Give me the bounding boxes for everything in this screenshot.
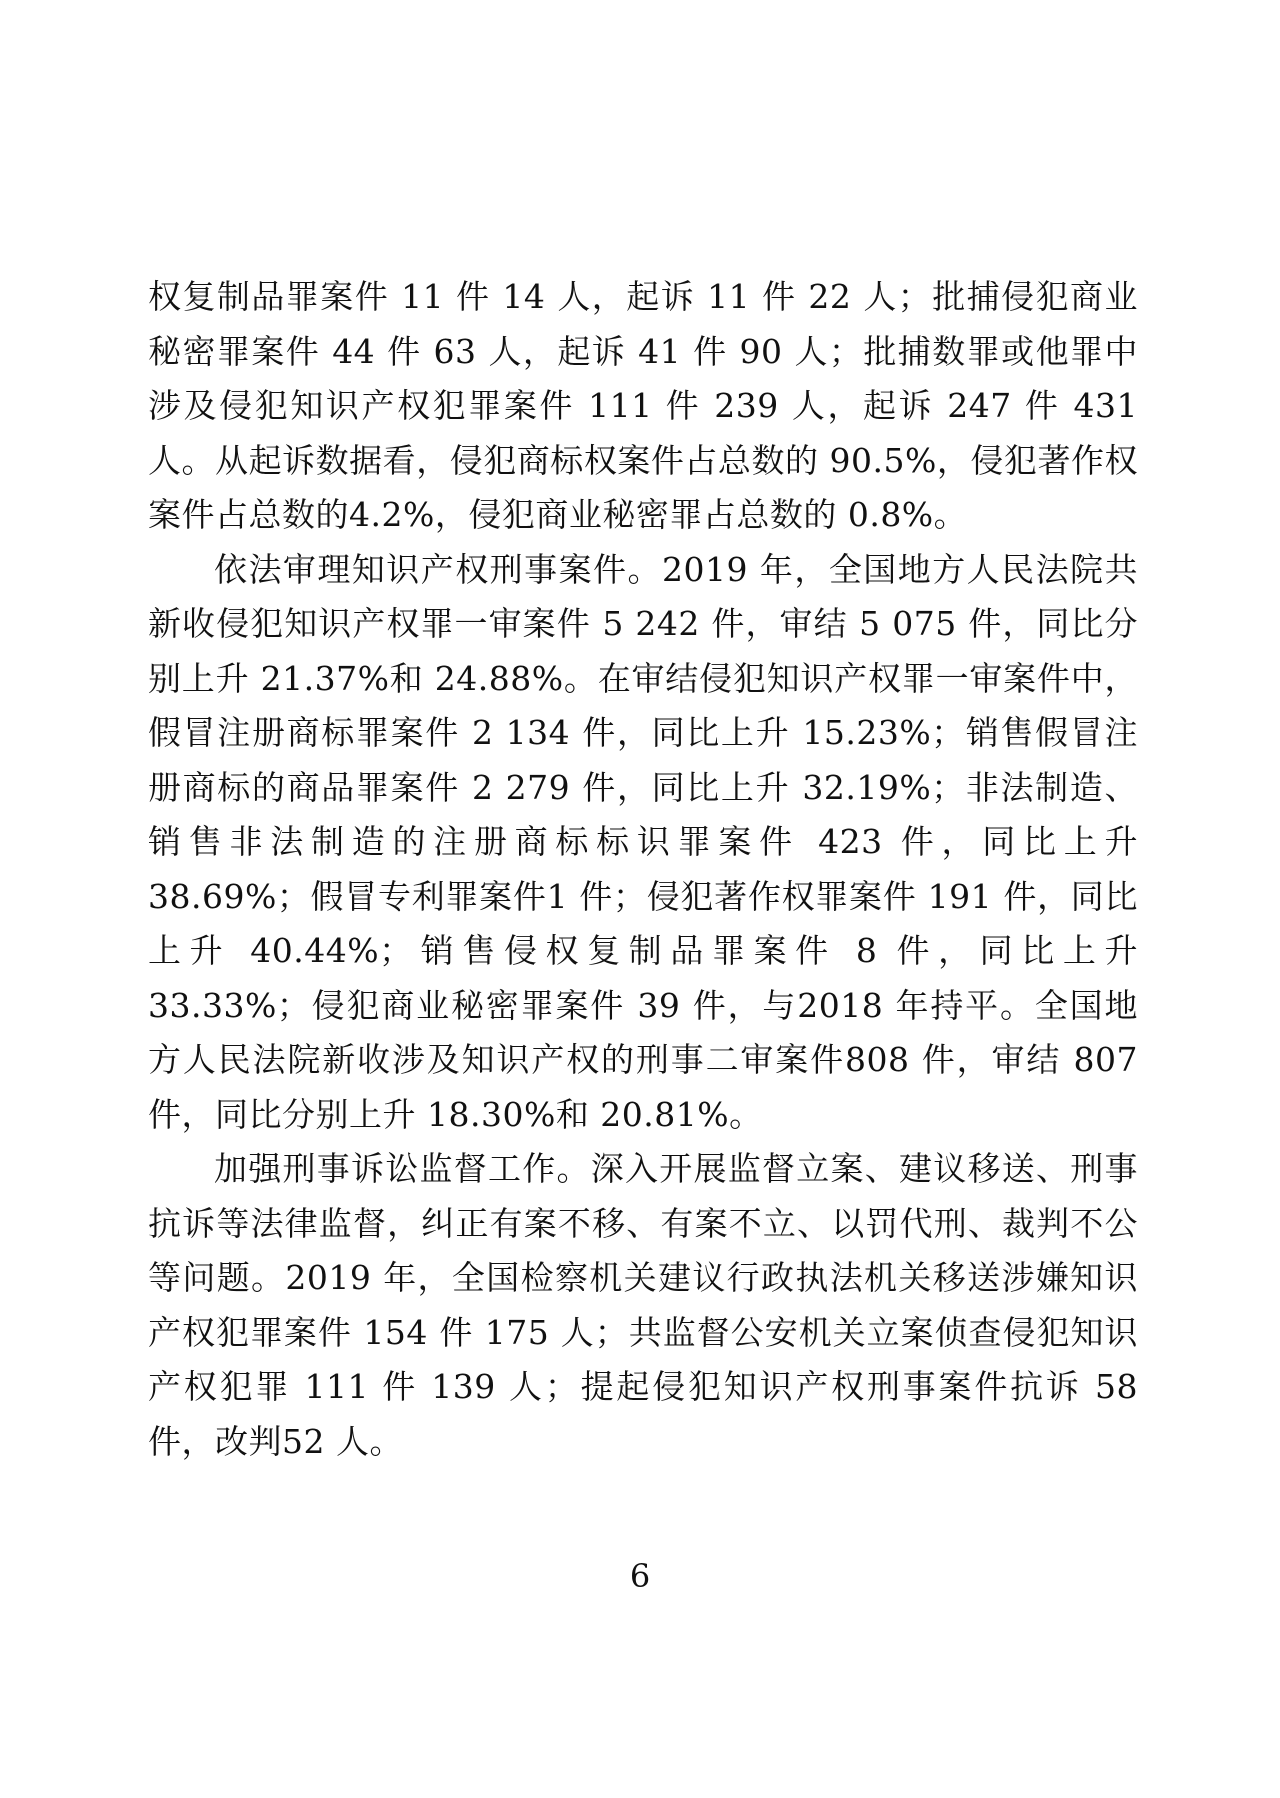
paragraph-court-trials: 依法审理知识产权刑事案件。2019 年，全国地方人民法院共新收侵犯知识产权罪一审案件 5 242 件，审结 5 075 件，同比分别上升 21.37%和 24.88%。在审结侵犯知识产权罪一审案件中，假冒注册商标罪案件 2 134 件，同比上升 15.23%；销售假冒注册商标的商品罪案件 2 279 件，同比上升 32.19%；非法制造、销售非法制造的注册商标标识罪案件 423 件，同比上升 38.69%；假冒专利罪案件1 件；侵犯著作权罪案件 191 件，同比上升 40.44%；销售侵权复制品罪案件 8 件，同比上升 33.33%；侵犯商业秘密罪案件 39 件，与2018 年持平。全国地方人民法院新收涉及知识产权的刑事二审案件808 件，审结 807 件，同比分别上升 18.30%和 20.81%。 <box>148 549 1138 1134</box>
paragraph-litigation-supervision: 加强刑事诉讼监督工作。深入开展监督立案、建议移送、刑事抗诉等法律监督，纠正有案不移、有案不立、以罚代刑、裁判不公等问题。2019 年，全国检察机关建议行政执法机关移送涉嫌知识产权犯罪案件 154 件 175 人；共监督公安机关立案侦查侵犯知识产权犯罪 111 件 139 人；提起侵犯知识产权刑事案件抗诉 58 件，改判52 人。 <box>148 1149 1138 1461</box>
page-number: 6 <box>629 1557 651 1595</box>
paragraph-continuation: 权复制品罪案件 11 件 14 人，起诉 11 件 22 人；批捕侵犯商业秘密罪案件 44 件 63 人，起诉 41 件 90 人；批捕数罪或他罪中涉及侵犯知识产权犯罪案件 111 件 239 人，起诉 247 件 431 人。从起诉数据看，侵犯商标权案件占总数的 90.5%，侵犯著作权案件占总数的4.2%，侵犯商业秘密罪占总数的 0.8%。 <box>148 277 1138 534</box>
body-text <box>148 270 1138 1469</box>
